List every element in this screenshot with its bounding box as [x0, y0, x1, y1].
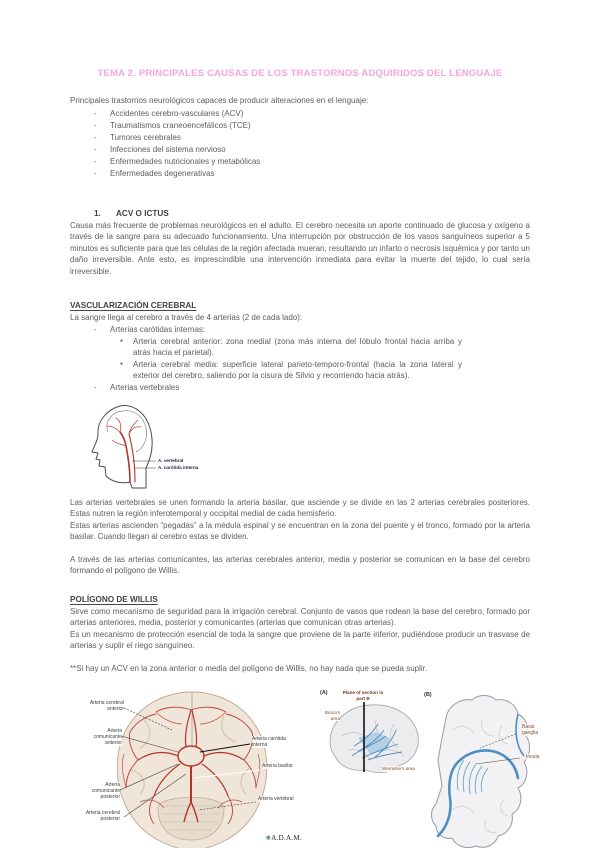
- vasc-lead: La sangre llega al cerebro a través de 4 arterias (2 de cada lado):: [70, 313, 303, 322]
- list-item: [70, 144, 530, 156]
- section-heading-text: ACV O ICTUS: [116, 208, 169, 218]
- list-item-text: Traumatismos craneoencefálicos (TCE): [110, 120, 251, 130]
- label-basilar: Arteria basilar: [262, 763, 298, 769]
- poligono-paragraph-2: Es un mecanismo de protección esencial de toda la sangre que proviene de la parte inferior, pudiéndose producir un trasvase de arterias y suplir el riego sanguíneo.: [70, 629, 530, 650]
- carotid-artery: [120, 432, 130, 482]
- vasc-paragraph-3: A través de las arterias comunicantes, las arterias cerebrales anterior, media y posterior se comunican en la base del cerebro formando el polígono de Willis.: [70, 554, 530, 575]
- figure-tag-a: (A): [320, 690, 328, 696]
- list-item-text: Infecciones del sistema nervioso: [110, 144, 226, 154]
- bottom-figures: [70, 690, 540, 848]
- list-item-text: Accidentes cerebro-vasculares (ACV): [110, 108, 244, 118]
- dash-marker: -: [94, 120, 97, 130]
- poligono-paragraph-1: Sirve como mecanismo de seguridad para la irrigación cerebral. Conjunto de vasos que rodean la base del cerebro, formado por arterias anteriores, media, posterior y comunicantes (arterias que comunican otras arterias).: [70, 606, 530, 627]
- list-item-text: Enfermedades degenerativas: [110, 168, 215, 178]
- head-label-carotida: A. carótida interna: [158, 465, 213, 471]
- brain-inferior-figure: [74, 690, 304, 848]
- cerebral-artery-branches: [107, 418, 141, 446]
- sub-list-item: [70, 359, 462, 382]
- label-comunicante-anterior: Arteria comunicante anterior: [82, 728, 122, 746]
- list-item: [70, 132, 530, 144]
- label-basal-ganglia: Basal ganglia: [522, 724, 552, 736]
- adam-logo-text: A.D.A.M.: [271, 834, 302, 842]
- vasc-list: [70, 324, 462, 394]
- sub-item-text: Arteria cerebral anterior: zona medial (zona más interna del lóbulo frontal hacia arriba y atrás hacia el parietal).: [133, 336, 462, 357]
- sub-list-item: [70, 336, 462, 359]
- list-item: [70, 120, 530, 132]
- head-profile-figure: [86, 398, 216, 490]
- dash-marker: -: [94, 144, 97, 154]
- page-title: TEMA 2. PRINCIPALES CAUSAS DE LOS TRASTORNOS ADQUIRIDOS DEL LENGUAJE: [97, 68, 503, 79]
- list-item: [70, 168, 530, 180]
- list-item-text: Tumores cerebrales: [110, 132, 181, 142]
- sub-item-text: Arteria cerebral media: superficie lateral parieto-temporo-frontal (hacia la zona lateral y exterior del cerebro, saliendo por la cisura de Silvio y recorriendo hacia atrás).: [133, 359, 462, 380]
- dash-marker: -: [94, 156, 97, 166]
- acv-paragraph: Causa más frecuente de problemas neurológicos en el adulto. El cerebro necesita un aporte continuado de glucosa y oxígeno a través de la sangre para su adecuado funcionamiento. Una interrupción por obstrucción de los vasos sanguíneos superior a 5 minutos es suficiente para que las células de la región afectada mueran, resultando un infarto o necrosis isquémica y por tanto un daño irreversible. Ante esto, es imprescindible una intervención inmediata para evitar la muerte del tejido, lo cual sería irreversible.: [70, 220, 530, 276]
- bullet-marker: ●: [120, 360, 124, 367]
- dash-marker: -: [94, 324, 97, 334]
- figure-tag-b: (B): [424, 692, 432, 698]
- label-insula: Insula: [526, 754, 554, 760]
- intro-list: [70, 108, 530, 180]
- label-cerebral-posterior: Arteria cerebral posterior: [85, 810, 120, 822]
- label-carotida-interna: Arteria carótida interna: [252, 736, 298, 748]
- dash-marker: -: [94, 168, 97, 178]
- dash-marker: -: [94, 382, 97, 392]
- vasc-paragraph-2: Estas arterias ascienden “pegadas” a la médula espinal y se encuentran en la zona del puente y el tronco, formado por la arteria basilar. Cuando llegan al cerebro estas se dividen.: [70, 520, 530, 541]
- brain-ab-illustration: [318, 690, 570, 848]
- section-heading-acv: [70, 209, 530, 218]
- brain-ab-figure: [318, 690, 570, 848]
- dash-marker: -: [94, 108, 97, 118]
- label-broca: Broca's area: [318, 710, 340, 721]
- label-comunicante-posterior: Arteria comunicante posterior: [80, 782, 120, 800]
- adam-logo: [265, 834, 302, 842]
- list-item: [70, 156, 530, 168]
- heading-poligono: POLÍGONO DE WILLIS: [70, 594, 158, 604]
- leaf-icon: ❋: [265, 835, 272, 842]
- list-item-text: Enfermedades nutricionales y metabólicas: [110, 156, 261, 166]
- dash-marker: -: [94, 132, 97, 142]
- label-wernicke: Wernicke's area: [382, 766, 415, 771]
- poligono-note: **Si hay un ACV en la zona anterior o media del polígono de Willis, no hay nada que se pueda suplir.: [70, 663, 428, 673]
- label-vertebral: Arteria vertebral: [258, 796, 298, 802]
- list-item-text: Arterias carótidas internas:: [110, 324, 206, 334]
- list-item: [70, 324, 462, 336]
- heading-vascularizacion: VASCULARIZACIÓN CEREBRAL: [70, 301, 197, 310]
- list-item: [70, 382, 462, 394]
- head-outline: [92, 405, 152, 487]
- list-item-text: Arterias vertebrales: [110, 382, 180, 392]
- bullet-marker: ●: [120, 337, 124, 344]
- head-label-vertebral: A. vertebral: [158, 458, 213, 464]
- label-plane-of-section: Plane of section in part B: [340, 690, 386, 701]
- list-item: [70, 108, 530, 120]
- intro-lead: Principales trastornos neurológicos capaces de producir alteraciones en el lenguaje:: [70, 96, 369, 105]
- brain-inferior-illustration: [74, 690, 304, 848]
- section-number: 1.: [94, 208, 101, 218]
- vasc-paragraph-1: Las arterias vertebrales se unen formando la arteria basilar, que asciende y se divide en las 2 arterias cerebrales posteriores. Estas nutren la región inferotemporal y occipital medial de cada hemisferio.: [70, 497, 530, 518]
- label-cerebral-anterior: Arteria cerebral anterior: [78, 700, 124, 712]
- vascularizacion-block: [70, 324, 530, 486]
- head-profile-illustration: [86, 398, 216, 490]
